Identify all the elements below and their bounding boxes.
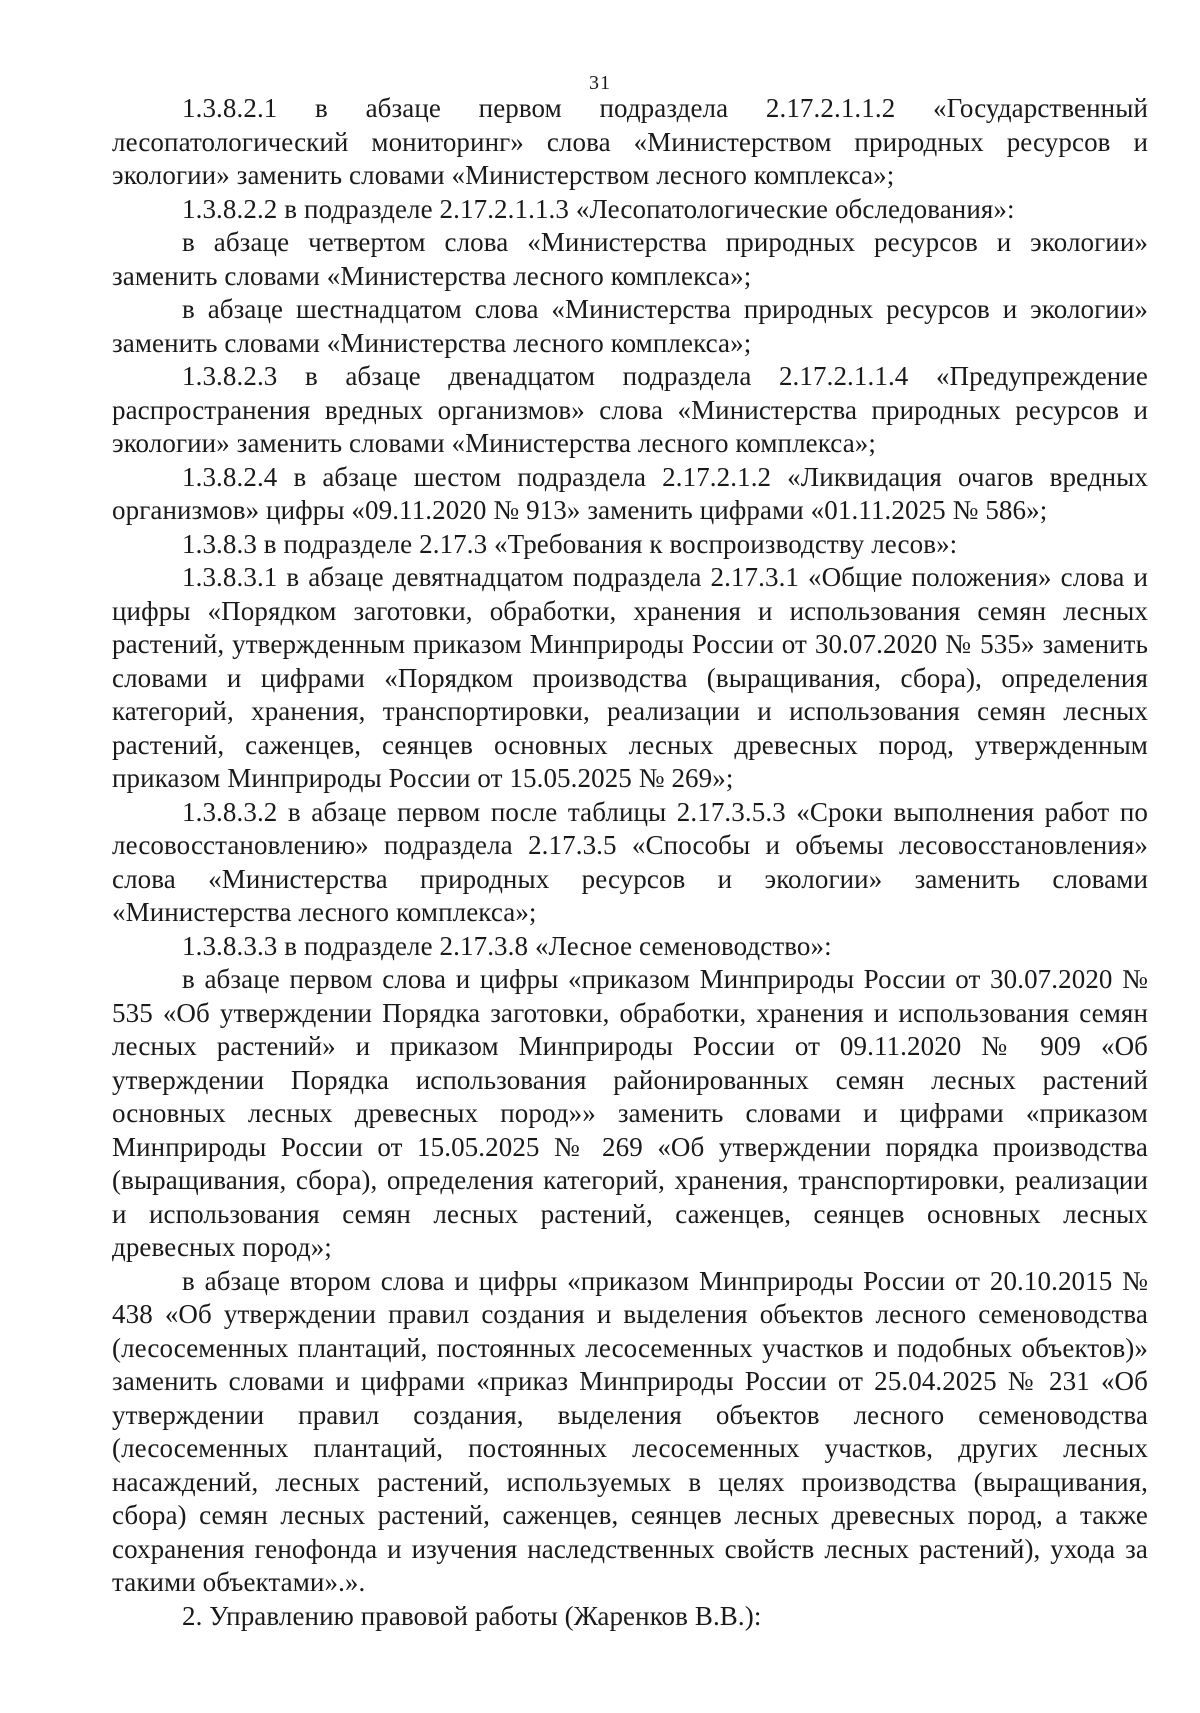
paragraph: в абзаце первом слова и цифры «приказом Минприроды России от 30.07.2020 № 535 «Об утверждении Порядка заготовки, обработки, хранения и использования семян лесных растений» и приказом Минприроды России от 09.11.2020 № 909 «Об утверждении Порядка использования районированных семян лесных растений основных лесных древесных пород»» заменить словами и цифрами «приказом Минприроды России от 15.05.2025 № 269 «Об утверждении порядка производства (выращивания, сбора), определения категорий, хранения, транспортировки, реализации и использования семян лесных растений, саженцев, сеянцев основных лесных древесных пород»;: [112, 964, 1148, 1262]
paragraph: 1.3.8.3.3 в подразделе 2.17.3.8 «Лесное семеноводство»:: [182, 930, 832, 961]
paragraph: 1.3.8.2.3 в абзаце двенадцатом подраздела 2.17.2.1.1.4 «Предупреждение распространения вредных организмов» слова «Министерства природных ресурсов и экологии» заменить словами «Министерства лесного комплекса»;: [112, 361, 1148, 458]
paragraph: 2. Управлению правовой работы (Жаренков В.В.):: [182, 1600, 762, 1631]
paragraph: 1.3.8.3.2 в абзаце первом после таблицы 2.17.3.5.3 «Сроки выполнения работ по лесовосстановлению» подраздела 2.17.3.5 «Способы и объемы лесовосстановления» слова «Министерства природных ресурсов и экологии» заменить словами «Министерства лесного комплекса»;: [112, 796, 1148, 927]
document-body: [112, 92, 1148, 1633]
paragraph: 1.3.8.3 в подразделе 2.17.3 «Требования к воспроизводству лесов»:: [182, 528, 958, 559]
paragraph: в абзаце шестнадцатом слова «Министерства природных ресурсов и экологии» заменить словами «Министерства лесного комплекса»;: [112, 294, 1148, 358]
page-number: 31: [589, 72, 611, 94]
paragraph: 1.3.8.2.2 в подразделе 2.17.2.1.1.3 «Лесопатологические обследования»:: [182, 193, 1015, 224]
paragraph: в абзаце четвертом слова «Министерства природных ресурсов и экологии» заменить словами «Министерства лесного комплекса»;: [112, 227, 1148, 291]
paragraph: 1.3.8.2.1 в абзаце первом подраздела 2.17.2.1.1.2 «Государственный лесопатологический мониторинг» слова «Министерством природных ресурсов и экологии» заменить словами «Министерством лесного комплекса»;: [112, 93, 1148, 190]
paragraph: в абзаце втором слова и цифры «приказом Минприроды России от 20.10.2015 № 438 «Об утверждении правил создания и выделения объектов лесного семеноводства (лесосеменных плантаций, постоянных лесосеменных участков и подобных объектов)» заменить словами и цифрами «приказ Минприроды России от 25.04.2025 № 231 «Об утверждении правил создания, выделения объектов лесного семеноводства (лесосеменных плантаций, постоянных лесосеменных участков, других лесных насаждений, лесных растений, используемых в целях производства (выращивания, сбора) семян лесных растений, саженцев, сеянцев лесных древесных пород, а также сохранения генофонда и изучения наследственных свойств лесных растений), ухода за такими объектами».».: [112, 1265, 1148, 1597]
paragraph: 1.3.8.2.4 в абзаце шестом подраздела 2.17.2.1.2 «Ликвидация очагов вредных организмов» цифры «09.11.2020 № 913» заменить цифрами «01.11.2025 № 586»;: [112, 461, 1148, 525]
paragraph: 1.3.8.3.1 в абзаце девятнадцатом подраздела 2.17.3.1 «Общие положения» слова и цифры «Порядком заготовки, обработки, хранения и использования семян лесных растений, утвержденным приказом Минприроды России от 30.07.2020 № 535» заменить словами и цифрами «Порядком производства (выращивания, сбора), определения категорий, хранения, транспортировки, реализации и использования семян лесных растений, саженцев, сеянцев основных лесных древесных пород, утвержденным приказом Минприроды России от 15.05.2025 № 269»;: [112, 562, 1148, 793]
